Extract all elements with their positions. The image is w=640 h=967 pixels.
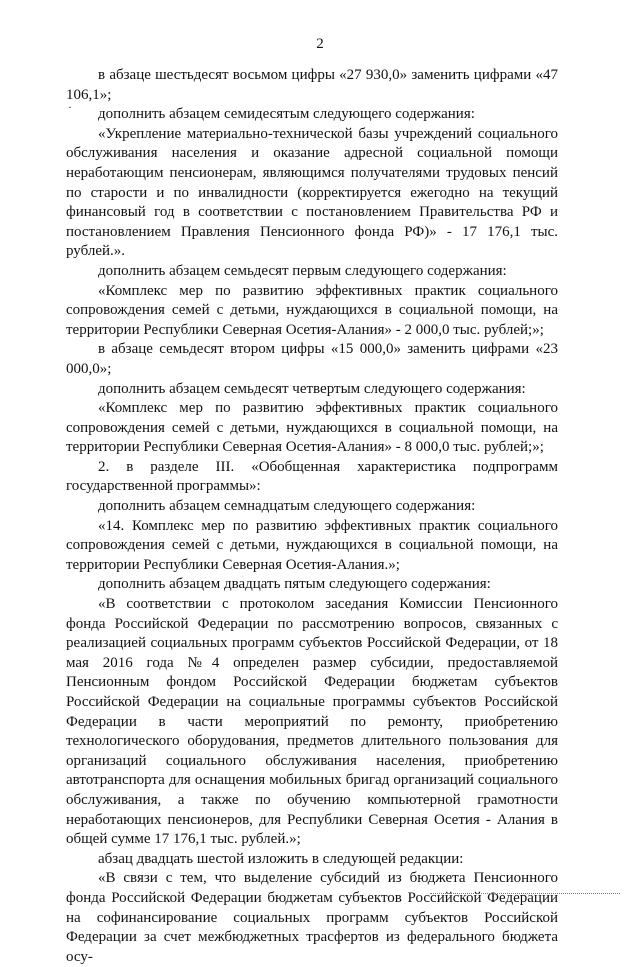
paragraph: дополнить абзацем семнадцатым следующего содержания:	[98, 498, 476, 515]
paragraph: 2. в разделе III. «Обобщенная характеристика подпрограмм государственной программы»:	[66, 458, 558, 495]
paragraph: абзац двадцать шестой изложить в следующей редакции:	[98, 850, 464, 867]
scan-artifact-line	[430, 893, 620, 895]
paragraph: «В связи с тем, что выделение субсидий из бюджета Пенсионного фонда Российской Федерации бюджетам субъектов Российской Федерации на софинансирование социальных программ субъектов Российской Федерации за счет межбюджетных трасфертов из федерального бюджета осу-	[66, 870, 558, 965]
paragraph: «Комплекс мер по развитию эффективных практик социального сопровождения семей с детьми, нуждающихся в социальной помощи, на территории Республики Северная Осетия-Алания» - 8 000,0 тыс. рублей;»;	[66, 400, 558, 456]
document-body	[66, 66, 558, 967]
paragraph: дополнить абзацем двадцать пятым следующего содержания:	[98, 576, 491, 593]
paragraph: «В соответствии с протоколом заседания Комиссии Пенсионного фонда Российской Федерации по рассмотрению вопросов, связанных с реализацией социальных программ субъектов Российской Федерации, от 18 мая 2016 года №4 определен размер субсидии, предоставляемой Пенсионным фондом Российской Федерации бюджетам субъектов Российской Федерации на социальные программы субъектов Российской Федерации в части мероприятий по ремонту, приобретению технологического оборудования, предметов длительного пользования для организаций социального обслуживания населения, приобретению автотранспорта для оснащения мобильных бригад организаций социального обслуживания, а также по обучению компьютерной грамотности неработающих пенсионеров, для Республики Северная Осетия - Алания в общей сумме 17 176,1 тыс. рублей.»;	[66, 596, 558, 848]
paragraph: дополнить абзацем семьдесят четвертым следующего содержания:	[98, 380, 526, 397]
paragraph: дополнить абзацем семидесятым следующего содержания:	[98, 106, 475, 123]
paragraph: в абзаце шестьдесят восьмом цифры «27 930,0» заменить цифрами «47 106,1»;	[66, 67, 558, 103]
paragraph: дополнить абзацем семьдесят первым следующего содержания:	[98, 262, 507, 279]
page-number: 2	[316, 36, 324, 52]
scan-dot-mark: ·	[68, 100, 72, 114]
paragraph: в абзаце семьдесят втором цифры «15 000,0» заменить цифрами «23 000,0»;	[66, 341, 558, 377]
paragraph: «Комплекс мер по развитию эффективных практик социального сопровождения семей с детьми, нуждающихся в социальной помощи, на территории Республики Северная Осетия-Алания» - 2 000,0 тыс. рублей;»;	[66, 282, 558, 338]
paragraph: «14. Комплекс мер по развитию эффективных практик социального сопровождения семей с детьми, нуждающихся в социальной помощи, на территории Республики Северная Осетия-Алания.»;	[66, 517, 558, 573]
paragraph: «Укрепление материально-технической базы учреждений социального обслуживания населения и оказание адресной социальной помощи неработающим пенсионерам, являющимся получателями трудовых пенсий по старости и по инвалидности (корректируется ежегодно на текущий финансовый год в соответствии с постановлением Правительства РФ и постановлением Правления Пенсионного фонда РФ)» - 17 176,1 тыс. рублей.».	[66, 125, 558, 260]
